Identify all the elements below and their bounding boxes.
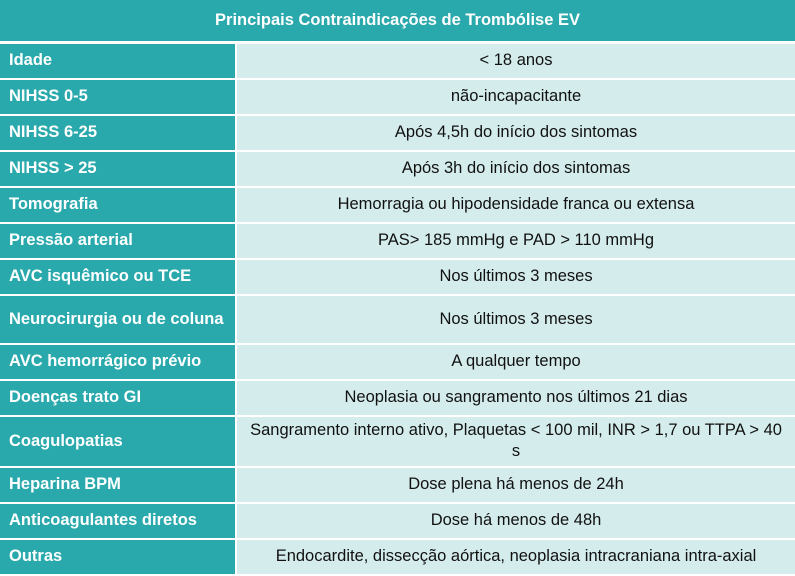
row-value: Neoplasia ou sangramento nos últimos 21 dias: [236, 380, 795, 416]
table-row: [0, 467, 795, 503]
row-label: NIHSS > 25: [0, 151, 236, 187]
row-value: Endocardite, dissecção aórtica, neoplasia intracraniana intra-axial: [236, 539, 795, 575]
table-row: [0, 344, 795, 380]
table-row: [0, 187, 795, 223]
table-row: [0, 295, 795, 344]
row-label: NIHSS 6-25: [0, 115, 236, 151]
row-value: não-incapacitante: [236, 79, 795, 115]
row-label: Outras: [0, 539, 236, 575]
table-row: [0, 223, 795, 259]
row-label: AVC isquêmico ou TCE: [0, 259, 236, 295]
row-value: Após 4,5h do início dos sintomas: [236, 115, 795, 151]
table-header-row: [0, 0, 795, 43]
row-value: Dose há menos de 48h: [236, 503, 795, 539]
table-row: [0, 79, 795, 115]
row-label: Doenças trato GI: [0, 380, 236, 416]
row-value: A qualquer tempo: [236, 344, 795, 380]
row-value: Nos últimos 3 meses: [236, 259, 795, 295]
row-value: Após 3h do início dos sintomas: [236, 151, 795, 187]
table-row: [0, 416, 795, 467]
table-row: [0, 151, 795, 187]
table-row: [0, 380, 795, 416]
row-label: Idade: [0, 43, 236, 79]
row-label: Anticoagulantes diretos: [0, 503, 236, 539]
row-value: Nos últimos 3 meses: [236, 295, 795, 344]
row-value: Hemorragia ou hipodensidade franca ou extensa: [236, 187, 795, 223]
row-value: PAS> 185 mmHg e PAD > 110 mmHg: [236, 223, 795, 259]
table-row: [0, 43, 795, 79]
table-row: [0, 503, 795, 539]
table-row: [0, 539, 795, 575]
table-row: [0, 115, 795, 151]
row-label: AVC hemorrágico prévio: [0, 344, 236, 380]
row-label: Tomografia: [0, 187, 236, 223]
row-label: Pressão arterial: [0, 223, 236, 259]
row-value: Sangramento interno ativo, Plaquetas < 100 mil, INR > 1,7 ou TTPA > 40 s: [236, 416, 795, 467]
row-label: NIHSS 0-5: [0, 79, 236, 115]
row-label: Neurocirurgia ou de coluna: [0, 295, 236, 344]
table-title: Principais Contraindicações de Trombólise EV: [0, 0, 795, 43]
table-row: [0, 259, 795, 295]
row-value: < 18 anos: [236, 43, 795, 79]
row-label: Heparina BPM: [0, 467, 236, 503]
row-label: Coagulopatias: [0, 416, 236, 467]
row-value: Dose plena há menos de 24h: [236, 467, 795, 503]
